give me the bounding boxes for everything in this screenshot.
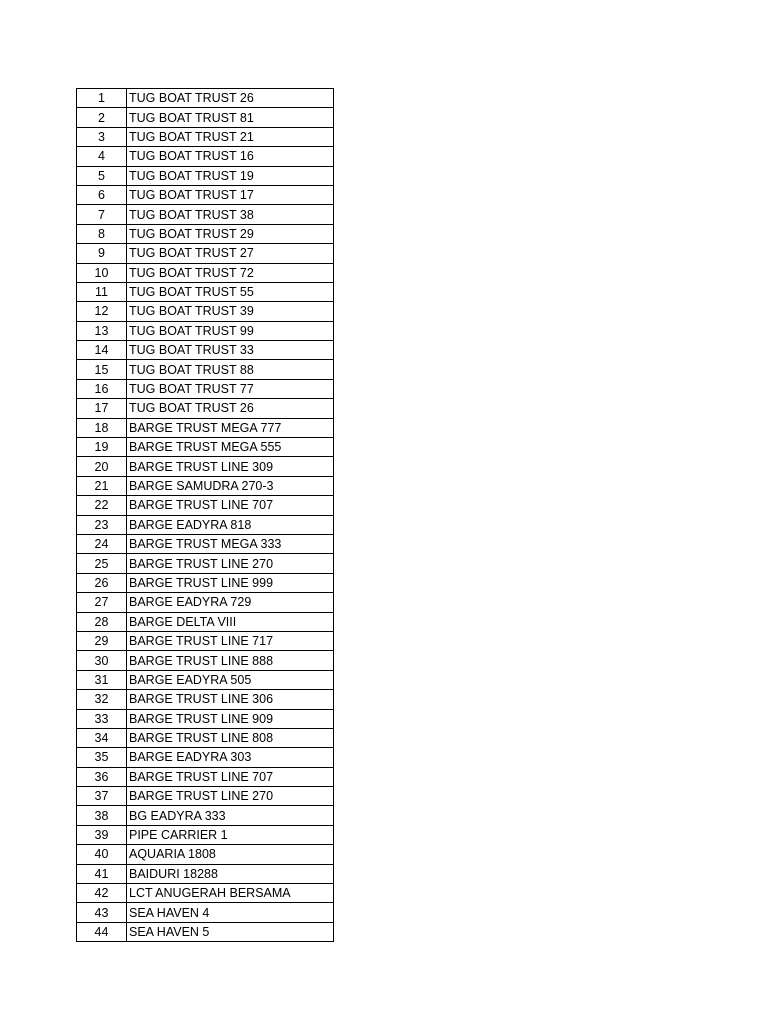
table-row: [77, 728, 334, 747]
vessel-name-cell: BARGE TRUST MEGA 777: [127, 418, 334, 437]
table-row: [77, 166, 334, 185]
row-number-cell: 22: [77, 496, 127, 515]
table-row: [77, 709, 334, 728]
row-number-cell: 34: [77, 728, 127, 747]
row-number-cell: 37: [77, 787, 127, 806]
vessel-name-cell: BG EADYRA 333: [127, 806, 334, 825]
table-row: [77, 612, 334, 631]
table-row: [77, 379, 334, 398]
row-number-cell: 40: [77, 845, 127, 864]
row-number-cell: 5: [77, 166, 127, 185]
vessel-name-cell: TUG BOAT TRUST 21: [127, 127, 334, 146]
row-number-cell: 39: [77, 825, 127, 844]
vessel-name-cell: BARGE TRUST LINE 909: [127, 709, 334, 728]
table-row: [77, 185, 334, 204]
row-number-cell: 33: [77, 709, 127, 728]
row-number-cell: 14: [77, 341, 127, 360]
vessel-table-body: [77, 89, 334, 942]
table-row: [77, 767, 334, 786]
table-row: [77, 554, 334, 573]
vessel-name-cell: BARGE TRUST LINE 270: [127, 554, 334, 573]
table-row: [77, 108, 334, 127]
table-row: [77, 515, 334, 534]
vessel-name-cell: BARGE TRUST LINE 808: [127, 728, 334, 747]
vessel-name-cell: BARGE TRUST LINE 270: [127, 787, 334, 806]
vessel-table: [76, 88, 334, 942]
row-number-cell: 31: [77, 670, 127, 689]
row-number-cell: 17: [77, 399, 127, 418]
table-row: [77, 748, 334, 767]
vessel-name-cell: BARGE TRUST LINE 888: [127, 651, 334, 670]
row-number-cell: 18: [77, 418, 127, 437]
table-row: [77, 670, 334, 689]
row-number-cell: 32: [77, 690, 127, 709]
vessel-name-cell: TUG BOAT TRUST 88: [127, 360, 334, 379]
table-row: [77, 631, 334, 650]
row-number-cell: 8: [77, 224, 127, 243]
vessel-name-cell: BARGE EADYRA 729: [127, 593, 334, 612]
vessel-name-cell: TUG BOAT TRUST 16: [127, 147, 334, 166]
table-row: [77, 438, 334, 457]
row-number-cell: 42: [77, 884, 127, 903]
row-number-cell: 13: [77, 321, 127, 340]
row-number-cell: 43: [77, 903, 127, 922]
table-row: [77, 806, 334, 825]
table-row: [77, 573, 334, 592]
vessel-name-cell: TUG BOAT TRUST 26: [127, 399, 334, 418]
table-row: [77, 690, 334, 709]
vessel-name-cell: TUG BOAT TRUST 27: [127, 244, 334, 263]
row-number-cell: 25: [77, 554, 127, 573]
row-number-cell: 16: [77, 379, 127, 398]
table-row: [77, 922, 334, 941]
table-row: [77, 476, 334, 495]
vessel-name-cell: BARGE TRUST LINE 707: [127, 496, 334, 515]
table-row: [77, 825, 334, 844]
table-row: [77, 457, 334, 476]
row-number-cell: 19: [77, 438, 127, 457]
row-number-cell: 2: [77, 108, 127, 127]
table-row: [77, 651, 334, 670]
row-number-cell: 20: [77, 457, 127, 476]
vessel-name-cell: AQUARIA 1808: [127, 845, 334, 864]
row-number-cell: 15: [77, 360, 127, 379]
table-row: [77, 593, 334, 612]
row-number-cell: 6: [77, 185, 127, 204]
vessel-name-cell: PIPE CARRIER 1: [127, 825, 334, 844]
vessel-name-cell: BARGE TRUST LINE 707: [127, 767, 334, 786]
vessel-name-cell: TUG BOAT TRUST 26: [127, 89, 334, 108]
vessel-name-cell: BARGE TRUST MEGA 555: [127, 438, 334, 457]
table-row: [77, 399, 334, 418]
row-number-cell: 38: [77, 806, 127, 825]
vessel-name-cell: BAIDURI 18288: [127, 864, 334, 883]
vessel-name-cell: BARGE TRUST MEGA 333: [127, 534, 334, 553]
table-row: [77, 321, 334, 340]
row-number-cell: 44: [77, 922, 127, 941]
row-number-cell: 35: [77, 748, 127, 767]
vessel-name-cell: BARGE EADYRA 818: [127, 515, 334, 534]
table-row: [77, 903, 334, 922]
row-number-cell: 26: [77, 573, 127, 592]
vessel-name-cell: TUG BOAT TRUST 39: [127, 302, 334, 321]
vessel-name-cell: TUG BOAT TRUST 55: [127, 282, 334, 301]
row-number-cell: 11: [77, 282, 127, 301]
table-row: [77, 496, 334, 515]
vessel-name-cell: BARGE TRUST LINE 999: [127, 573, 334, 592]
table-row: [77, 147, 334, 166]
vessel-name-cell: TUG BOAT TRUST 38: [127, 205, 334, 224]
vessel-name-cell: SEA HAVEN 5: [127, 922, 334, 941]
table-row: [77, 127, 334, 146]
table-row: [77, 89, 334, 108]
table-row: [77, 845, 334, 864]
vessel-name-cell: BARGE EADYRA 505: [127, 670, 334, 689]
vessel-name-cell: TUG BOAT TRUST 81: [127, 108, 334, 127]
table-row: [77, 787, 334, 806]
row-number-cell: 41: [77, 864, 127, 883]
vessel-name-cell: TUG BOAT TRUST 99: [127, 321, 334, 340]
row-number-cell: 1: [77, 89, 127, 108]
table-row: [77, 884, 334, 903]
row-number-cell: 24: [77, 534, 127, 553]
table-row: [77, 864, 334, 883]
vessel-name-cell: TUG BOAT TRUST 72: [127, 263, 334, 282]
vessel-name-cell: TUG BOAT TRUST 33: [127, 341, 334, 360]
vessel-list-sheet: [76, 88, 334, 942]
row-number-cell: 30: [77, 651, 127, 670]
row-number-cell: 4: [77, 147, 127, 166]
row-number-cell: 28: [77, 612, 127, 631]
row-number-cell: 21: [77, 476, 127, 495]
row-number-cell: 29: [77, 631, 127, 650]
vessel-name-cell: LCT ANUGERAH BERSAMA: [127, 884, 334, 903]
vessel-name-cell: TUG BOAT TRUST 29: [127, 224, 334, 243]
vessel-name-cell: BARGE SAMUDRA 270-3: [127, 476, 334, 495]
table-row: [77, 341, 334, 360]
table-row: [77, 418, 334, 437]
vessel-name-cell: TUG BOAT TRUST 17: [127, 185, 334, 204]
table-row: [77, 282, 334, 301]
vessel-name-cell: BARGE EADYRA 303: [127, 748, 334, 767]
row-number-cell: 3: [77, 127, 127, 146]
row-number-cell: 23: [77, 515, 127, 534]
row-number-cell: 9: [77, 244, 127, 263]
vessel-name-cell: BARGE TRUST LINE 306: [127, 690, 334, 709]
vessel-name-cell: TUG BOAT TRUST 77: [127, 379, 334, 398]
table-row: [77, 224, 334, 243]
table-row: [77, 534, 334, 553]
vessel-name-cell: BARGE DELTA VIII: [127, 612, 334, 631]
vessel-name-cell: TUG BOAT TRUST 19: [127, 166, 334, 185]
vessel-name-cell: BARGE TRUST LINE 309: [127, 457, 334, 476]
table-row: [77, 360, 334, 379]
table-row: [77, 244, 334, 263]
vessel-name-cell: SEA HAVEN 4: [127, 903, 334, 922]
row-number-cell: 27: [77, 593, 127, 612]
table-row: [77, 263, 334, 282]
row-number-cell: 10: [77, 263, 127, 282]
table-row: [77, 302, 334, 321]
row-number-cell: 36: [77, 767, 127, 786]
vessel-name-cell: BARGE TRUST LINE 717: [127, 631, 334, 650]
table-row: [77, 205, 334, 224]
row-number-cell: 12: [77, 302, 127, 321]
row-number-cell: 7: [77, 205, 127, 224]
